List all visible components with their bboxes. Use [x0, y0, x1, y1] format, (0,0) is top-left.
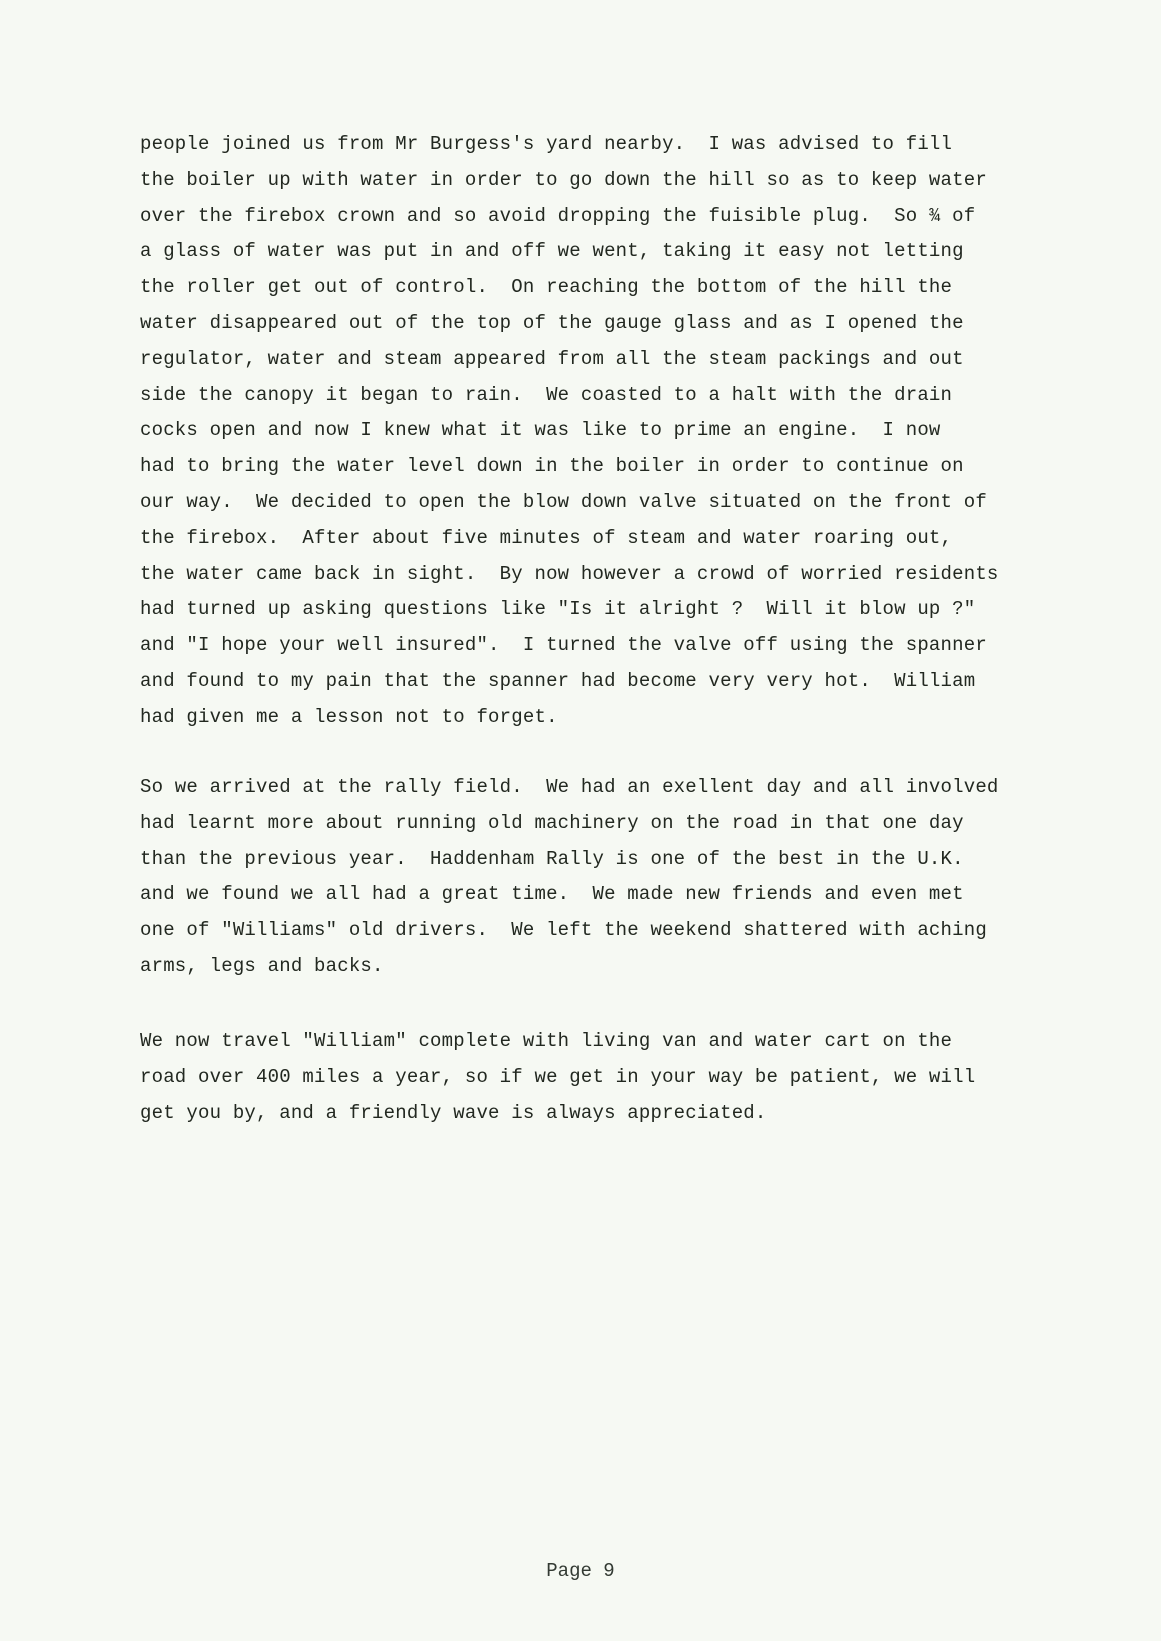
text-line: and "I hope your well insured". I turned the valve off using the spanner [140, 634, 987, 657]
text-line: over the firebox crown and so avoid dropping the fuisible plug. So ¾ of [140, 204, 976, 227]
text-line: had learnt more about running old machinery on the road in that one day [140, 811, 964, 834]
page-number: Page 9 [546, 1560, 615, 1582]
text-line: had to bring the water level down in the boiler in order to continue on [140, 455, 964, 478]
text-line: the firebox. After about five minutes of steam and water roaring out, [140, 526, 953, 549]
text-line: road over 400 miles a year, so if we get in your way be patient, we will [140, 1065, 976, 1088]
text-line: arms, legs and backs. [140, 954, 384, 977]
text-line: had given me a lesson not to forget. [140, 705, 558, 728]
text-line: a glass of water was put in and off we went, taking it easy not letting [140, 240, 964, 263]
text-line: So we arrived at the rally field. We had an exellent day and all involved [140, 776, 999, 798]
text-line: get you by, and a friendly wave is always appreciated. [140, 1101, 767, 1124]
text-line: one of "Williams" old drivers. We left the weekend shattered with aching [140, 919, 987, 942]
text-line: the roller get out of control. On reaching the bottom of the hill the [140, 276, 953, 299]
text-line: the water came back in sight. By now however a crowd of worried residents [140, 562, 999, 585]
text-line: side the canopy it began to rain. We coasted to a halt with the drain [140, 383, 953, 406]
text-line: water disappeared out of the top of the gauge glass and as I opened the [140, 311, 964, 334]
text-line: our way. We decided to open the blow down valve situated on the front of [140, 490, 987, 513]
paragraph-1 [140, 127, 1070, 736]
text-line: regulator, water and steam appeared from all the steam packings and out [140, 347, 964, 370]
text-line: cocks open and now I knew what it was like to prime an engine. I now [140, 419, 941, 442]
text-line: and we found we all had a great time. We made new friends and even met [140, 883, 964, 906]
text-line: people joined us from Mr Burgess's yard nearby. I was advised to fill [140, 133, 953, 155]
text-line: than the previous year. Haddenham Rally is one of the best in the U.K. [140, 847, 964, 870]
text-line: had turned up asking questions like "Is it alright ? Will it blow up ?" [140, 598, 976, 621]
text-line: the boiler up with water in order to go down the hill so as to keep water [140, 168, 987, 191]
text-line: and found to my pain that the spanner had become very very hot. William [140, 669, 976, 692]
paragraph-2 [140, 770, 1070, 985]
paragraph-3 [140, 1024, 1070, 1131]
text-line: We now travel "William" complete with living van and water cart on the [140, 1030, 953, 1052]
